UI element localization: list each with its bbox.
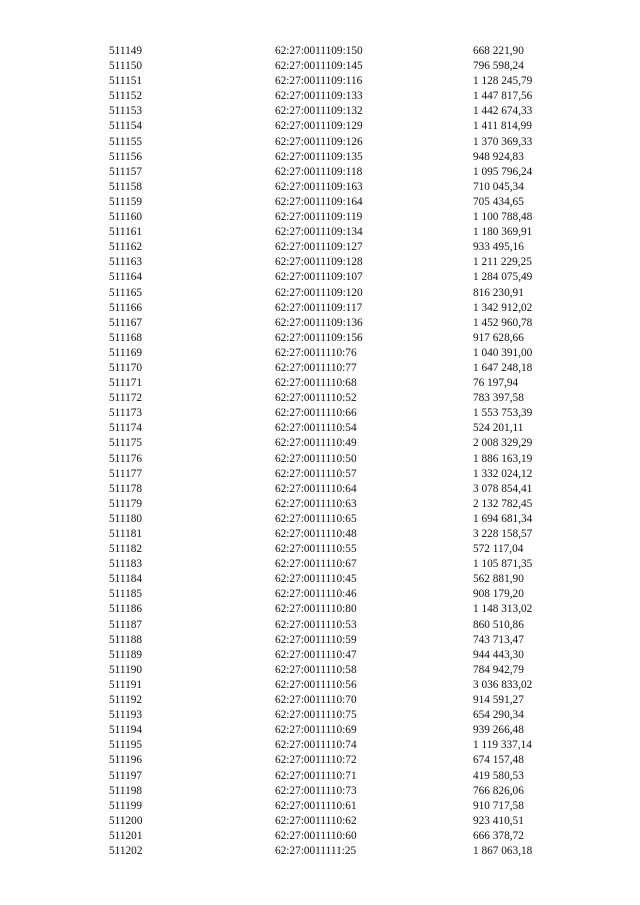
cadastral-number-cell: 62:27:0011109:117	[275, 301, 363, 314]
table-row	[0, 255, 640, 270]
row-number-cell: 511163	[109, 256, 143, 269]
row-number-cell: 511159	[109, 195, 143, 208]
table-row	[0, 436, 640, 451]
row-number-cell: 511199	[109, 799, 143, 812]
row-number-cell: 511183	[109, 558, 143, 571]
value-cell: 654 290,34	[473, 709, 524, 722]
table-row	[0, 270, 640, 285]
table-row	[0, 572, 640, 587]
table-row	[0, 482, 640, 497]
value-cell: 783 397,58	[473, 392, 524, 405]
value-cell: 908 179,20	[473, 588, 524, 601]
cadastral-number-cell: 62:27:0011110:63	[275, 497, 357, 510]
table-row	[0, 618, 640, 633]
value-cell: 784 942,79	[473, 663, 524, 676]
cadastral-number-cell: 62:27:0011109:136	[275, 316, 363, 329]
value-cell: 2 008 329,29	[473, 437, 533, 450]
value-cell: 1 867 063,18	[473, 844, 533, 857]
cadastral-number-cell: 62:27:0011110:67	[275, 558, 357, 571]
value-cell: 76 197,94	[473, 377, 519, 390]
value-cell: 710 045,34	[473, 180, 524, 193]
cadastral-number-cell: 62:27:0011109:119	[275, 211, 363, 224]
row-number-cell: 511170	[109, 361, 143, 374]
cadastral-number-cell: 62:27:0011110:77	[275, 361, 357, 374]
cadastral-number-cell: 62:27:0011110:72	[275, 754, 357, 767]
cadastral-number-cell: 62:27:0011110:71	[275, 769, 357, 782]
row-number-cell: 511156	[109, 150, 143, 163]
cadastral-number-cell: 62:27:0011109:126	[275, 135, 363, 148]
cadastral-number-cell: 62:27:0011109:132	[275, 105, 363, 118]
table-row	[0, 723, 640, 738]
table-row	[0, 738, 640, 753]
table-row	[0, 784, 640, 799]
row-number-cell: 511162	[109, 241, 143, 254]
row-number-cell: 511171	[109, 377, 143, 390]
cadastral-number-cell: 62:27:0011110:62	[275, 814, 357, 827]
table-row	[0, 557, 640, 572]
value-cell: 1 119 337,14	[473, 739, 532, 752]
row-number-cell: 511201	[109, 829, 143, 842]
value-cell: 1 553 753,39	[473, 407, 533, 420]
row-number-cell: 511182	[109, 543, 143, 556]
row-number-cell: 511197	[109, 769, 143, 782]
value-cell: 1 100 788,48	[473, 211, 533, 224]
value-cell: 3 078 854,41	[473, 482, 533, 495]
cadastral-number-cell: 62:27:0011110:73	[275, 784, 357, 797]
table-row	[0, 346, 640, 361]
cadastral-number-cell: 62:27:0011109:163	[275, 180, 363, 193]
table-row	[0, 527, 640, 542]
row-number-cell: 511167	[109, 316, 143, 329]
cadastral-number-cell: 62:27:0011110:56	[275, 678, 357, 691]
row-number-cell: 511186	[109, 603, 143, 616]
row-number-cell: 511187	[109, 618, 143, 631]
cadastral-number-cell: 62:27:0011109:127	[275, 241, 363, 254]
row-number-cell: 511190	[109, 663, 143, 676]
table-row	[0, 210, 640, 225]
table-row	[0, 799, 640, 814]
table-row	[0, 135, 640, 150]
value-cell: 944 443,30	[473, 648, 524, 661]
value-cell: 1 148 313,02	[473, 603, 533, 616]
table-row	[0, 165, 640, 180]
value-cell: 3 228 158,57	[473, 528, 533, 540]
row-number-cell: 511152	[109, 90, 143, 103]
cadastral-number-cell: 62:27:0011110:76	[275, 346, 357, 359]
cadastral-number-cell: 62:27:0011110:68	[275, 377, 357, 390]
cadastral-number-cell: 62:27:0011109:128	[275, 256, 363, 269]
row-number-cell: 511188	[109, 633, 143, 646]
table-row	[0, 331, 640, 346]
table-row	[0, 452, 640, 467]
cadastral-number-cell: 62:27:0011110:80	[275, 603, 357, 616]
row-number-cell: 511149	[109, 45, 143, 57]
row-number-cell: 511192	[109, 694, 143, 707]
value-cell: 1 370 369,33	[473, 135, 533, 148]
row-number-cell: 511151	[109, 75, 143, 88]
table-row	[0, 180, 640, 195]
cadastral-number-cell: 62:27:0011110:66	[275, 407, 357, 420]
value-cell: 1 452 960,78	[473, 316, 533, 329]
table-row	[0, 240, 640, 255]
table-row	[0, 542, 640, 557]
cadastral-number-cell: 62:27:0011109:107	[275, 271, 363, 284]
value-cell: 1 180 369,91	[473, 226, 533, 239]
cadastral-number-cell: 62:27:0011110:59	[275, 633, 357, 646]
value-cell: 562 881,90	[473, 573, 524, 586]
table-row	[0, 497, 640, 512]
row-number-cell: 511169	[109, 346, 143, 359]
value-cell: 766 826,06	[473, 784, 524, 797]
row-number-cell: 511200	[109, 814, 143, 827]
cadastral-number-cell: 62:27:0011110:74	[275, 739, 357, 752]
row-number-cell: 511168	[109, 331, 143, 344]
cadastral-number-cell: 62:27:0011110:58	[275, 663, 357, 676]
cadastral-number-cell: 62:27:0011111:25	[275, 844, 357, 857]
table-row	[0, 74, 640, 89]
row-number-cell: 511161	[109, 226, 143, 239]
value-cell: 572 117,04	[473, 543, 524, 556]
table-row	[0, 512, 640, 527]
row-number-cell: 511195	[109, 739, 143, 752]
row-number-cell: 511173	[109, 407, 143, 420]
cadastral-number-cell: 62:27:0011109:120	[275, 286, 363, 299]
value-cell: 1 040 391,00	[473, 346, 533, 359]
value-cell: 1 105 871,35	[473, 558, 533, 571]
row-number-cell: 511193	[109, 709, 143, 722]
row-number-cell: 511154	[109, 120, 143, 133]
value-cell: 1 411 814,99	[473, 120, 532, 133]
value-cell: 933 495,16	[473, 241, 524, 254]
table-row	[0, 316, 640, 331]
cadastral-number-cell: 62:27:0011110:57	[275, 467, 357, 480]
value-cell: 3 036 833,02	[473, 678, 533, 691]
table-row	[0, 361, 640, 376]
table-row	[0, 376, 640, 391]
row-number-cell: 511165	[109, 286, 143, 299]
value-cell: 1 211 229,25	[473, 256, 532, 269]
table-row	[0, 769, 640, 784]
table-row	[0, 150, 640, 165]
value-cell: 705 434,65	[473, 195, 524, 208]
cadastral-number-cell: 62:27:0011110:46	[275, 588, 357, 601]
row-number-cell: 511175	[109, 437, 143, 450]
cadastral-number-cell: 62:27:0011109:150	[275, 45, 363, 57]
value-cell: 917 628,66	[473, 331, 524, 344]
table-row	[0, 678, 640, 693]
value-cell: 524 201,11	[473, 422, 524, 435]
value-cell: 796 598,24	[473, 60, 524, 73]
value-cell: 816 230,91	[473, 286, 524, 299]
row-number-cell: 511174	[109, 422, 143, 435]
cadastral-number-cell: 62:27:0011109:133	[275, 90, 363, 103]
value-cell: 674 157,48	[473, 754, 524, 767]
data-table	[0, 44, 640, 859]
table-row	[0, 648, 640, 663]
cadastral-number-cell: 62:27:0011110:61	[275, 799, 357, 812]
cadastral-number-cell: 62:27:0011110:45	[275, 573, 357, 586]
row-number-cell: 511177	[109, 467, 143, 480]
table-row	[0, 708, 640, 723]
cadastral-number-cell: 62:27:0011109:129	[275, 120, 363, 133]
value-cell: 1 694 681,34	[473, 512, 533, 525]
row-number-cell: 511202	[109, 844, 143, 857]
value-cell: 666 378,72	[473, 829, 524, 842]
cadastral-number-cell: 62:27:0011109:164	[275, 195, 363, 208]
cadastral-number-cell: 62:27:0011110:50	[275, 452, 357, 465]
table-row	[0, 225, 640, 240]
table-row	[0, 633, 640, 648]
row-number-cell: 511158	[109, 180, 143, 193]
cadastral-number-cell: 62:27:0011110:55	[275, 543, 357, 556]
cadastral-number-cell: 62:27:0011110:65	[275, 512, 357, 525]
cadastral-number-cell: 62:27:0011110:53	[275, 618, 357, 631]
value-cell: 743 713,47	[473, 633, 524, 646]
cadastral-number-cell: 62:27:0011109:135	[275, 150, 363, 163]
row-number-cell: 511191	[109, 678, 143, 691]
row-number-cell: 511150	[109, 60, 143, 73]
cadastral-number-cell: 62:27:0011109:156	[275, 331, 363, 344]
value-cell: 1 342 912,02	[473, 301, 533, 314]
cadastral-number-cell: 62:27:0011109:118	[275, 165, 363, 178]
table-row	[0, 104, 640, 119]
table-row	[0, 119, 640, 134]
value-cell: 1 442 674,33	[473, 105, 533, 118]
table-row	[0, 829, 640, 844]
table-row	[0, 693, 640, 708]
table-row	[0, 406, 640, 421]
row-number-cell: 511153	[109, 105, 143, 118]
cadastral-number-cell: 62:27:0011110:54	[275, 422, 357, 435]
value-cell: 1 332 024,12	[473, 467, 533, 480]
table-row	[0, 44, 640, 59]
cadastral-number-cell: 62:27:0011109:134	[275, 226, 363, 239]
cadastral-number-cell: 62:27:0011110:48	[275, 528, 357, 540]
row-number-cell: 511179	[109, 497, 143, 510]
table-row	[0, 286, 640, 301]
table-row	[0, 301, 640, 316]
cadastral-number-cell: 62:27:0011110:64	[275, 482, 357, 495]
table-row	[0, 467, 640, 482]
cadastral-number-cell: 62:27:0011109:145	[275, 60, 363, 73]
table-row	[0, 602, 640, 617]
row-number-cell: 511185	[109, 588, 143, 601]
cadastral-number-cell: 62:27:0011109:116	[275, 75, 363, 88]
table-row	[0, 814, 640, 829]
row-number-cell: 511198	[109, 784, 143, 797]
value-cell: 419 580,53	[473, 769, 524, 782]
row-number-cell: 511176	[109, 452, 143, 465]
value-cell: 1 647 248,18	[473, 361, 533, 374]
value-cell: 910 717,58	[473, 799, 524, 812]
row-number-cell: 511166	[109, 301, 143, 314]
cadastral-number-cell: 62:27:0011110:52	[275, 392, 357, 405]
table-row	[0, 663, 640, 678]
value-cell: 668 221,90	[473, 45, 524, 57]
value-cell: 2 132 782,45	[473, 497, 533, 510]
row-number-cell: 511172	[109, 392, 143, 405]
row-number-cell: 511164	[109, 271, 143, 284]
cadastral-number-cell: 62:27:0011110:60	[275, 829, 357, 842]
value-cell: 1 447 817,56	[473, 90, 533, 103]
table-row	[0, 844, 640, 859]
row-number-cell: 511155	[109, 135, 143, 148]
row-number-cell: 511180	[109, 512, 143, 525]
cadastral-number-cell: 62:27:0011110:70	[275, 694, 357, 707]
table-row	[0, 753, 640, 768]
row-number-cell: 511196	[109, 754, 143, 767]
value-cell: 914 591,27	[473, 694, 524, 707]
value-cell: 860 510,86	[473, 618, 524, 631]
value-cell: 1 886 163,19	[473, 452, 533, 465]
table-row	[0, 421, 640, 436]
row-number-cell: 511181	[109, 528, 143, 540]
row-number-cell: 511189	[109, 648, 143, 661]
table-row	[0, 195, 640, 210]
value-cell: 948 924,83	[473, 150, 524, 163]
cadastral-number-cell: 62:27:0011110:75	[275, 709, 357, 722]
row-number-cell: 511160	[109, 211, 143, 224]
table-row	[0, 391, 640, 406]
table-row	[0, 587, 640, 602]
row-number-cell: 511194	[109, 724, 143, 737]
value-cell: 923 410,51	[473, 814, 524, 827]
row-number-cell: 511178	[109, 482, 143, 495]
table-row	[0, 89, 640, 104]
cadastral-number-cell: 62:27:0011110:49	[275, 437, 357, 450]
cadastral-number-cell: 62:27:0011110:47	[275, 648, 357, 661]
row-number-cell: 511157	[109, 165, 143, 178]
table-row	[0, 59, 640, 74]
value-cell: 939 266,48	[473, 724, 524, 737]
row-number-cell: 511184	[109, 573, 143, 586]
cadastral-number-cell: 62:27:0011110:69	[275, 724, 357, 737]
value-cell: 1 128 245,79	[473, 75, 533, 88]
value-cell: 1 284 075,49	[473, 271, 533, 284]
value-cell: 1 095 796,24	[473, 165, 533, 178]
